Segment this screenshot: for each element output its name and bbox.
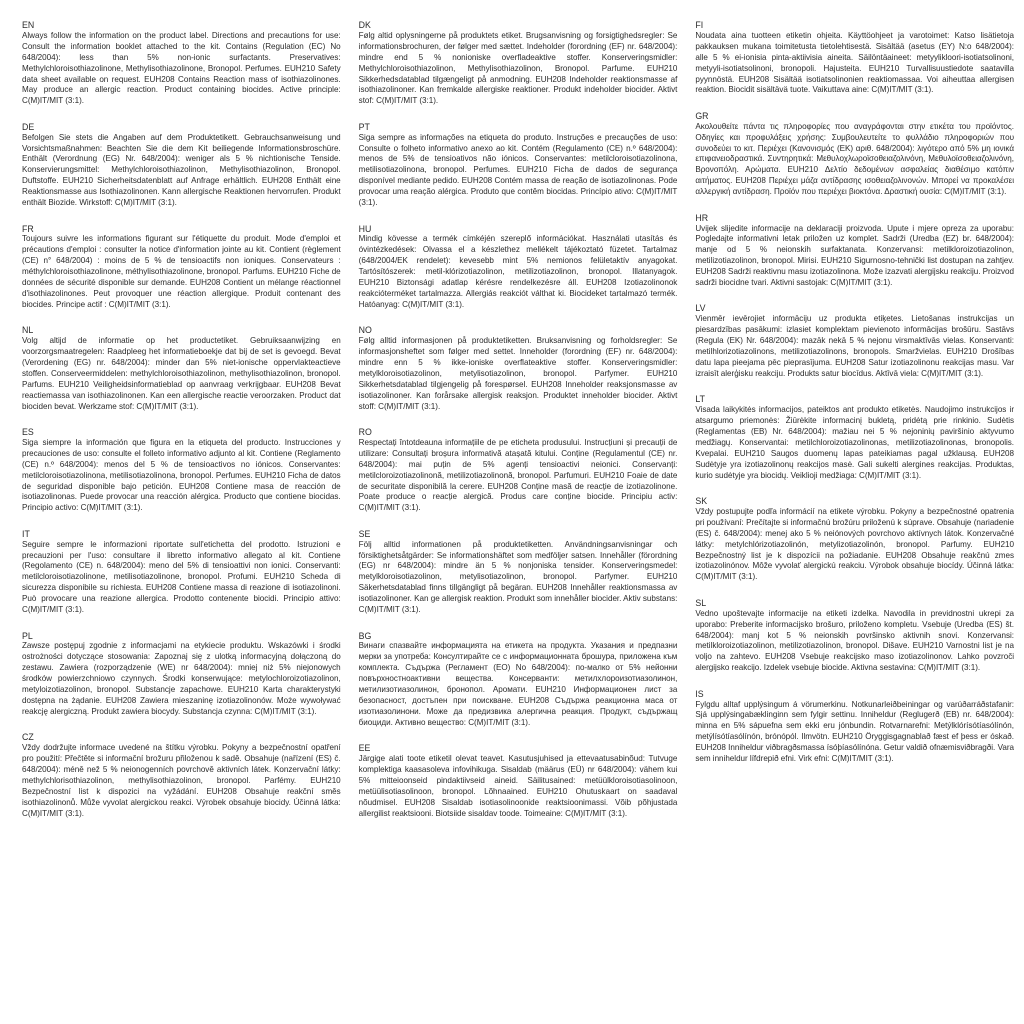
language-code: EE: [358, 743, 371, 754]
language-code: DE: [22, 121, 35, 132]
language-section-ro: [359, 427, 678, 514]
language-text: Toujours suivre les informations figurant sur l'étiquette du produit. Mode d'emploi et précautions d'emploi : consulter la notice d'information jointe au kit. Contient (règlement (CE) n° 648/2004) : moins de 5 % de tensioactifs non ioniques. Conservateurs : méthylchloroisothiazolinone, méthylisothiazolinone, bronopol. Parfums. EUH210 Fiche de données de sécurité disponible sur demande. EUH208 Contient un mélange réactionnel d'isothiazolinones. Peut provoquer une réaction allergique. Produit contenant des biocides. Principe actif : C(M)IT/MIT (3:1).: [22, 234, 341, 309]
language-code: LV: [695, 303, 706, 314]
language-text: Siga siempre la información que figura en la etiqueta del producto. Instrucciones y precauciones de uso: consulte el folleto informativo adjunto al kit. Contiene (Reglamento (CE) n.º 648/2004): menos del 5 % de tensioactivos no iónicos. Conservantes: metilcloroisotiazolinona, metilisotiazolinona, bronopol. Perfumes. EUH210 Ficha de datos de seguridad disponible bajo petición. EUH208 Contiene masa de reacción de isotiazolinonas. Puede provocar una reacción alérgica. Producto que contiene biocidas. Principio activo: C(M)IT/MIT (3:1).: [22, 437, 341, 513]
language-code: SK: [695, 496, 708, 507]
language-section-pl: [22, 631, 341, 718]
language-text: Always follow the information on the product label. Directions and precautions for use: Consult the information booklet attached to the kit. Contains (Regulation (EC) No 648/2004): less than 5% non-ionic surfactants. Preservatives: Methylchloroisothiazolinone, Methylisothiazolinone, Bronopol. Perfumes. EUH210 Safety data sheet available on request. EUH208 Contains Reaction mass of isothiazolinones. May produce an allergic reaction. Product containing biocides. Active principle: C(M)IT/MIT (3:1).: [22, 30, 341, 106]
language-section-it: [22, 529, 341, 616]
language-text: Följ alltid informationen på produktetiketten. Användningsanvisningar och försiktighetsåtgärder: Se informationshäftet som medföljer satsen. Innehåller (förordning (EG) nr 648/2004): mindre än 5 % nonjoniska tensider. Konserveringsmedel: metylkloroisotiazolinon, metylisotiazolinon, bronopol. Parfymer. EUH210 Säkerhetsdatablad finns tillgängligt på begäran. EUH208 Innehåller reaktionsmassa av isotiazolinoner. Kan ge allergisk reaktion. Produkt som innehåller biocider. Aktiv substans: C(M)IT/MIT (3:1).: [358, 539, 678, 615]
language-text: Vienmēr ievērojiet informāciju uz produkta etiķetes. Lietošanas instrukcijas un piesardzības pasākumi: izlasiet komplektam pievienoto informācijas brošūru. Sastāvs (Regula (EK) Nr. 648/2004): mazāk nekā 5 % nejonu virsmaktīvās vielas. Konservanti: metilhlorizotiazolinons, metilizotiazolinons, bronopols. Smaržvielas. EUH210 Drošības datu lapa pieejama pēc pieprasījuma. EUH208 Satur izotiazolinonu reakcijas masu. Var izraisīt alerģisku reakciju. Produkts satur biocīdus. Aktīvā viela: C(M)IT/MIT (3:1).: [695, 314, 1015, 378]
language-text: Befolgen Sie stets die Angaben auf dem Produktetikett. Gebrauchsanweisung und Vorsichtsmaßnahmen: Beachten Sie die dem Kit beiliegende Informationsbroschüre. Enthält (Verordnung (EG) Nr. 648/2004): weniger als 5 % nichtionische Tenside. Konservierungsmittel: Methylchloroisothiazolinon, Methylisothiazolinon, Bronopol. Duftstoffe. EUH210 Sicherheitsdatenblatt auf Anfrage erhältlich. EUH208 Enthält eine Reaktionsmasse aus Isothiazolinonen. Kann allergische Reaktionen hervorrufen. Produkt enthält Biozide. Wirkstoff: C(M)IT/MIT (3:1).: [22, 132, 341, 208]
language-section-fr: [22, 224, 341, 311]
language-section-lt: [695, 394, 1014, 481]
language-section-ee: [359, 743, 678, 819]
language-code: IS: [695, 688, 704, 699]
language-section-hu: [359, 224, 678, 311]
language-section-cz: [22, 732, 341, 819]
language-text: Noudata aina tuotteen etiketin ohjeita. Käyttöohjeet ja varotoimet: Katso lisätietoja pakkauksen mukana toimitetusta tietolehtisestä. Sisältää (asetus (EY) N:o 648/2004): alle 5 % ei-ionisia pinta-aktiivisia aineita. Säilöntäaineet: metyylikloori-isotiatsolinoni, metyyli-isotiatsolinoni, bronopoli. Hajusteita. EUH210 Turvallisuustiedote saatavilla pyynnöstä. EUH208 Sisältää isotiatsolinonien reaktiomassaa. Voi aiheuttaa allergisen reaktion. Biocidit sisältävä tuote. Vaikuttava aine: C(M)IT/MIT (3:1).: [695, 30, 1015, 95]
language-text: Uvijek slijedite informacije na deklaraciji proizvoda. Upute i mjere opreza za uporabu: Pogledajte informativni letak priložen uz komplet. Sadrži (Uredba (EZ) br. 648/2004): manje od 5 % neionskih surfaktanata. Konzervansi: metilkloroizotiazolinon, metilizotiazolinon, bronopol. Mirisi. EUH210 Sigurnosno-tehnički list dostupan na zahtjev. EUH208 Sadrži reaktivnu masu izotiazolinona. Može izazvati alergijsku reakciju. Proizvod sadrži biocidne tvari. Aktivni sastojak: C(M)IT/MIT (3:1).: [695, 223, 1015, 288]
language-text: Seguire sempre le informazioni riportate sull'etichetta del prodotto. Istruzioni e precauzioni per l'uso: consultare il libretto informativo allegato al kit. Contiene (Regolamento (CE) n. 648/2004): meno del 5% di tensioattivi non ionici. Conservanti: metilcloroisotiazolinone, metilisotiazolinone, bronopol. Profumi. EUH210 Scheda di sicurezza disponibile su richiesta. EUH208 Contiene massa di reazione di isotiazolinoni. Può provocare una reazione allergica. Prodotto contenente biocidi. Principio attivo: C(M)IT/MIT (3:1).: [22, 539, 341, 615]
language-section-bg: [359, 631, 678, 729]
language-text: Mindig kövesse a termék címkéjén szereplő információkat. Használati utasítás és óvintézkedések: Olvassa el a készlethez mellékelt tájékoztató füzetet. Tartalmaz (648/2004/EK rendelet): kevesebb mint 5% nemionos felületaktív anyagokat. Tartósítószerek: metil-klórizotiazolinon, metilizotiazolinon, bronopol. Illatanyagok. EUH210 Biztonsági adatlap kérésre rendelkezésre áll. EUH208 Izotiazolinonok reakcióterméket tartalmazza. Allergiás reakciót válthat ki. Biocideket tartalmazó termék. Hatóanyag: C(M)IT/MIT (3:1).: [358, 234, 678, 309]
language-code: HU: [358, 223, 372, 234]
language-text: Følg alltid informasjonen på produktetiketten. Bruksanvisning og forholdsregler: Se informasjonsheftet som følger med settet. Inneholder (forordning (EF) nr. 648/2004): mindre enn 5 % ikke-ioniske overflateaktive stoffer. Konserveringsmidler: metylkloroisotiazolinon, metylisotiazolinon, bronopol. Parfymer. EUH210 Sikkerhetsdatablad tilgjengelig på forespørsel. EUH208 Inneholder reaksjonsmasse av isotiazolinoner. Kan forårsake allergisk reaksjon. Produktet inneholder biocider. Aktivt stoff: C(M)IT/MIT (3:1).: [358, 336, 678, 411]
language-text: Järgige alati toote etiketil olevat teavet. Kasutusjuhised ja ettevaatusabinõud: Tutvuge komplektiga kaasasoleva infovihikuga. Sisaldab (määrus (EÜ) nr 648/2004): vähem kui 5% mitteioonseid pindaktiivseid aineid. Säilitusained: metüülkloroisotiasolinoon, metüülisotiasolinoon, bronopol. Lõhnaained. EUH210 Ohutuskaart on saadaval nõudmisel. EUH208 Sisaldab isotiasolinoonide reaktsioonimassi. Võib põhjustada allergilist reaktsiooni. Biotsiide sisaldav toode. Toimeaine: C(M)IT/MIT (3:1).: [358, 754, 678, 818]
language-code: EN: [22, 20, 35, 30]
language-section-sk: [695, 496, 1014, 583]
language-section-en: [22, 20, 341, 107]
language-code: SE: [358, 528, 371, 539]
language-text: Følg altid oplysningerne på produktets etiket. Brugsanvisning og forsigtighedsregler: Se informationsbrochuren, der følger med sættet. Indeholder (forordning (EF) nr. 648/2004): mindre end 5 % nonioniske overfladeaktive stoffer. Konserveringsmidler: Methylchloroisothiazolinon, Methylisothiazolinon, Bronopol. Parfume. EUH210 Sikkerhedsdatablad tilgængeligt på anmodning. EUH208 Indeholder reaktionsmasse af isothiazolinoner. Kan fremkalde allergiske reaktioner. Produkt indeholder biocider. Aktivt stof: C(M)IT/MIT (3:1).: [358, 30, 678, 106]
language-text: Vždy dodržujte informace uvedené na štítku výrobku. Pokyny a bezpečnostní opatření pro použití: Přečtěte si informační brožuru přiloženou k sadě. Obsahuje (nařízení (ES) č. 648/2004): méně než 5 % neionogenních povrchově aktivních látek. Konzervační látky: methylchlorisothiazolinon, methylisothiazolinon, bronopol. Parfémy. EUH210 Bezpečnostní list k dispozici na vyžádání. EUH208 Obsahuje reakční směs isothiazolinonů. Může vyvolat alergickou reakci. Výrobek obsahuje biocidy. Účinná látka: C(M)IT/MIT (3:1).: [22, 743, 341, 818]
language-text: Винаги спазвайте информацията на етикета на продукта. Указания и предпазни мерки за употреба: Консултирайте се с информационната брошура, приложена към комплекта. Съдържа (Регламент (ЕО) No 648/2004): по-малко от 5% нейонни повърхностноактивни вещества. Консерванти: метилхлороизотиазолинон, метилизотиазолинон, бронопол. Аромати. EUH210 Информационен лист за безопасност, достъпен при поискване. EUH208 Съдържа реакционна маса от изотиазолинони. Може да предизвика алергична реакция. Продукт, съдържащ биоциди. Активно вещество: C(M)IT/MIT (3:1).: [358, 641, 678, 727]
language-code: SL: [695, 597, 707, 608]
language-section-nl: [22, 325, 341, 412]
language-code: PL: [22, 630, 33, 641]
language-section-pt: [359, 122, 678, 209]
language-code: PT: [358, 121, 370, 132]
language-text: Vždy postupujte podľa informácií na etikete výrobku. Pokyny a bezpečnostné opatrenia pri používaní: Prečítajte si informačnú brožúru priloženú k súprave. Obsahuje (nariadenie (ES) č. 648/2004): menej ako 5 % neiónových povrchovo aktívnych látok. Konzervačné látky: metylchlórizotiazolinón, metylizotiazolinón, bronopol. Parfumy. EUH210 Bezpečnostný list je k dispozícii na požiadanie. EUH208 Obsahuje reakčnú zmes izotiazolinónov. Môže vyvolať alergickú reakciu. Výrobok obsahuje biocídy. Účinná látka: C(M)IT/MIT (3:1).: [695, 506, 1015, 582]
language-code: HR: [695, 212, 709, 223]
language-section-es: [22, 427, 341, 514]
language-text: Volg altijd de informatie op het productetiket. Gebruiksaanwijzing en voorzorgsmaatregelen: Raadpleeg het informatieboekje dat bij de set is gevoegd. Bevat (Verordening (EG) nr. 648/2004): minder dan 5% niet-ionische oppervlakteactieve stoffen. Conserveermiddelen: methylchloroisothiazolinon, methylisothiazolinon, bronopol. Parfums. EUH210 Veiligheidsinformatieblad op aanvraag verkrijgbaar. EUH208 Bevat reactiemassa van isothiazolinonen. Kan een allergische reactie veroorzaken. Product dat biociden bevat. Werkzame stof: C(M)IT/MIT (3:1).: [22, 336, 341, 411]
language-code: LT: [695, 394, 705, 405]
language-section-sl: [695, 598, 1014, 674]
language-code: RO: [358, 427, 372, 437]
column-right: [695, 20, 1014, 1024]
language-section-se: [359, 529, 678, 616]
language-section-hr: [695, 213, 1014, 289]
language-code: ES: [22, 427, 34, 437]
language-text: Zawsze postępuj zgodnie z informacjami na etykiecie produktu. Wskazówki i środki ostrożności dotyczące stosowania: Zapoznaj się z ulotką informacyjną dołączoną do zestawu. Zawiera (rozporządzenie (WE) nr 648/2004): mniej niż 5% niejonowych środków powierzchniowo czynnych. Środki konserwujące: metylochloroizotiazolinon, metyloizotiazolinon, bronopol. Substancje zapachowe. EUH210 Karta charakterystyki dostępna na żądanie. EUH208 Zawiera mieszaninę izotiazolinonów. Może wywoływać reakcję alergiczną. Produkt zawiera biocydy. Substancja czynna: C(M)IT/MIT (3:1).: [22, 641, 341, 716]
language-code: FI: [695, 20, 704, 30]
language-section-no: [359, 325, 678, 412]
language-text: Siga sempre as informações na etiqueta do produto. Instruções e precauções de uso: Consulte o folheto informativo anexo ao kit. Contém (Regulamento (CE) n.º 648/2004): menos de 5% de tensioativos não iónicos. Conservantes: metilcloroisotiazolinona, metilisotiazolinona, bronopol. Perfumes. EUH210 Ficha de dados de segurança disponível mediante pedido. EUH208 Contém massa de reação de isotiazolinonas. Pode provocar uma reação alérgica. Produto que contêm biocidas. Princípio ativo: C(M)IT/MIT (3:1).: [358, 132, 678, 208]
language-code: FR: [22, 223, 34, 234]
column-left: [22, 20, 341, 1024]
language-code: CZ: [22, 732, 34, 743]
language-section-is: [695, 689, 1014, 765]
language-section-de: [22, 122, 341, 209]
language-text: Ακολουθείτε πάντα τις πληροφορίες που αναγράφονται στην ετικέτα του προϊόντος. Οδηγίες και προφυλάξεις χρήσης: Συμβουλευτείτε το φυλλάδιο πληροφοριών που συνοδεύει το κιτ. Περιέχει (Κανονισμός (ΕΚ) αριθ. 648/2004): λιγότερο από 5% μη ιονικά επιφανειοδραστικά. Συντηρητικά: Μεθυλοχλωροϊσοθειαζολινόνη, Μεθυλοϊσοθειαζολινόνη, Βρονοπόλη. Αρώματα. EUH210 Δελτίο δεδομένων ασφαλείας διαθέσιμο κατόπιν αιτήματος. EUH208 Περιέχει μάζα αντίδρασης ισοθειαζολινονών. Μπορεί να προκαλέσει αλλεργική αντίδραση. Προϊόν που περιέχει βιοκτόνα. Δραστική ουσία: C(M)IT/MIT (3:1).: [695, 121, 1015, 197]
language-code: DK: [358, 20, 371, 30]
language-code: IT: [22, 528, 30, 539]
language-section-gr: [695, 111, 1014, 198]
language-section-lv: [695, 303, 1014, 379]
language-code: NO: [358, 325, 372, 336]
language-section-fi: [695, 20, 1014, 96]
language-text: Fylgdu alltaf upplýsingum á vörumerkinu. Notkunarleiðbeiningar og varúðarráðstafanir: Sjá upplýsingabæklinginn sem fylgir settinu. Inniheldur (Reglugerð (EB) nr. 648/2004): minna en 5% sápuefna sem ekki eru jónbundin. Rotvarnarefni: Metýlklórísótíasólínón, metýlísótíasólínón, brónópól. Ilmvötn. EUH210 Öryggisgagnablað fæst ef þess er óskað. EUH208 Inniheldur viðbragðsmassa ísóþíasólínóna. Getur valdið ofnæmisviðbragði. Vara sem inniheldur lífdrepið efni. Virk efni: C(M)IT/MIT (3:1).: [695, 699, 1015, 764]
language-code: GR: [695, 110, 709, 121]
language-code: BG: [358, 630, 372, 641]
language-section-dk: [359, 20, 678, 107]
language-code: NL: [22, 325, 34, 336]
language-text: Respectați întotdeauna informațiile de pe eticheta produsului. Instrucțiuni și precauții de utilizare: Consultați broșura informativă atașată kitului. Conține (Regulamentul (CE) nr. 648/2004): mai puțin de 5% agenți tensioactivi neionici. Conservanți: metilcloroizotiazolinonă, metilizotiazolinonă, bronopol. Parfumuri. EUH210 Foaie de date de securitate disponibilă la cerere. EUH208 Conține masă de reacție de izotiazolinone. Poate produce o reacție alergică. Produs care conține biocide. Principiu activ: C(M)IT/MIT (3:1).: [358, 437, 678, 513]
language-text: Vedno upoštevajte informacije na etiketi izdelka. Navodila in previdnostni ukrepi za uporabo: Preberite informacijsko brošuro, priloženo kompletu. Vsebuje (Uredba (ES) št. 648/2004): manj kot 5 % neionskih površinsko aktivnih snovi. Konzervansi: metilkloroizotiazolinon, metilizotiazolinon, bronopol. Dišave. EUH210 Varnostni list je na voljo na zahtevo. EUH208 Vsebuje reakcijsko maso izotiazolinonov. Lahko povzroči alergijsko reakcijo. Izdelek vsebuje biocide. Aktivna sestavina: C(M)IT/MIT (3:1).: [695, 608, 1015, 673]
column-middle: [359, 20, 678, 1024]
language-text: Visada laikykitės informacijos, pateiktos ant produkto etiketės. Naudojimo instrukcijos ir atsargumo priemonės: Žiūrėkite informacinį bukletą, pridėtą prie rinkinio. Sudėtis (Reglamentas (EB) Nr. 648/2004): mažiau nei 5 % nejoninių paviršinio aktyvumo medžiagų. Konservantai: metilchloroizotiazolinonas, metilizotiazolinonas, bronopolis. Kvepalai. EUH210 Saugos duomenų lapas pateikiamas pagal užklausą. EUH208 Sudėtyje yra izotiazolinonų reakcijos masė. Gali sukelti alergines reakcijas. Produktas, kurio sudėtyje yra biocidų. Veiklioji medžiaga: C(M)IT/MIT (3:1).: [695, 405, 1015, 480]
